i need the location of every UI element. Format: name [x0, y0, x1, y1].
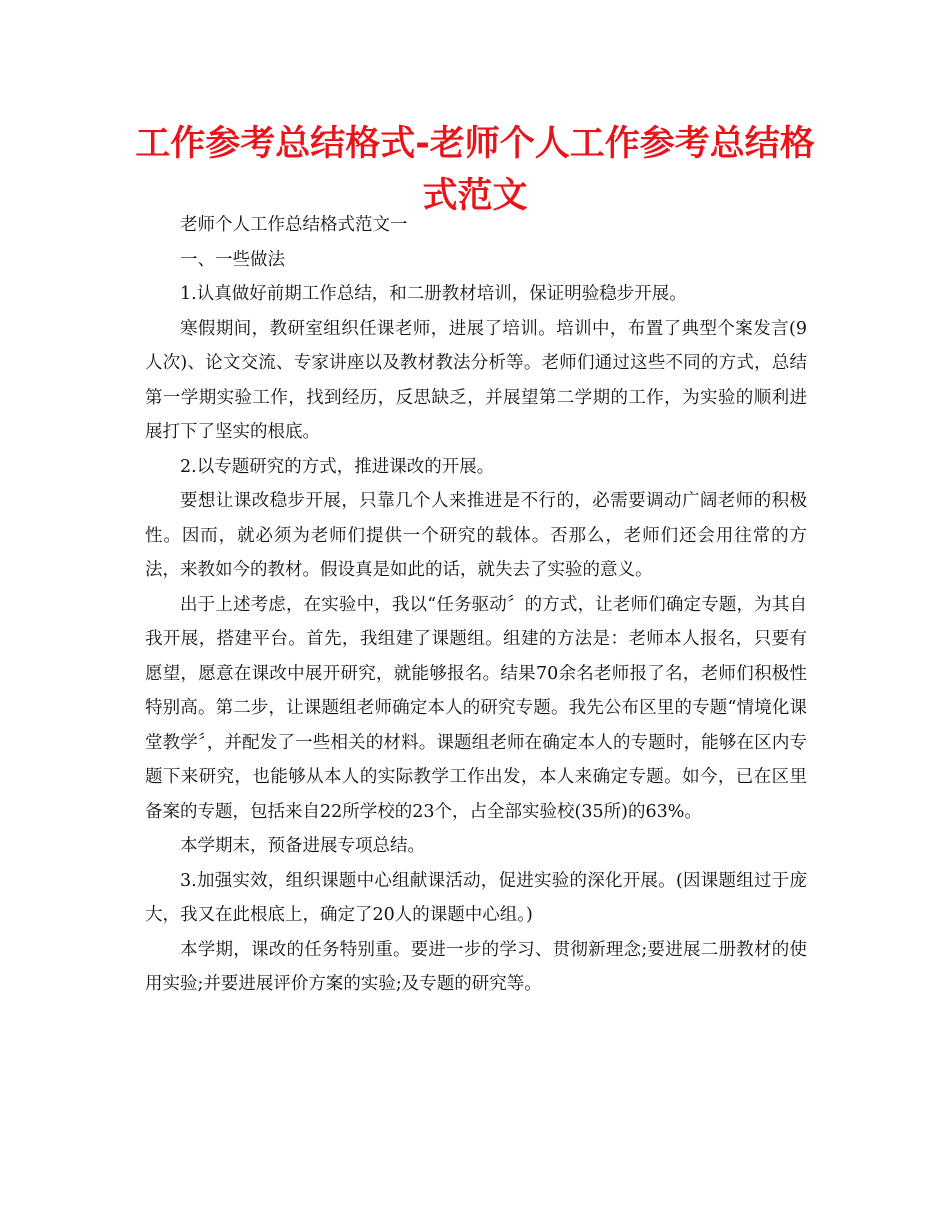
paragraph: 寒假期间，教研室组织任课老师，进展了培训。培训中，布置了典型个案发言(9人次)、论文交流、专家讲座以及教材教法分析等。老师们通过这些不同的方式，总结第一学期实验工作，找到经历，反思缺乏，并展望第二学期的工作，为实验的顺利进展打下了坚实的根底。 [145, 318, 807, 442]
paragraph: 3.加强实效，组织课题中心组献课活动，促进实验的深化开展。(因课题组过于庞大，我又在此根底上，确定了20人的课题中心组。) [145, 870, 807, 925]
document-body [145, 208, 807, 1002]
paragraph: 老师个人工作总结格式范文一 [180, 215, 408, 235]
paragraph: 2.以专题研究的方式，推进课改的开展。 [180, 456, 495, 477]
paragraph: 要想让课改稳步开展，只靠几个人来推进是不行的，必需要调动广阔老师的积极性。因而，就必须为老师们提供一个研究的载体。否那么，老师们还会用往常的方法，来教如今的教材。假设真是如此的话，就失去了实验的意义。 [145, 491, 807, 580]
paragraph: 本学期，课改的任务特别重。要进一步的学习、贯彻新理念;要进展二册教材的使用实验;并要进展评价方案的实验;及专题的研究等。 [145, 939, 807, 994]
paragraph: 1.认真做好前期工作总结，和二册教材培训，保证明验稳步开展。 [180, 284, 687, 304]
section-heading: 一、一些做法 [180, 249, 285, 270]
paragraph: 出于上述考虑，在实验中，我以“任务驱动〞的方式，让老师们确定专题，为其自我开展，搭建平台。首先，我组建了课题组。组建的方法是：老师本人报名，只要有愿望，愿意在课改中展开研究，就能够报名。结果70余名老师报了名，老师们积极性特别高。第二步，让课题组老师确定本人的研究专题。我先公布区里的专题“情境化课堂教学〞，并配发了一些相关的材料。课题组老师在确定本人的专题时，能够在区内专题下来研究，也能够从本人的实际教学工作出发，本人来确定专题。如今，已在区里备案的专题，包括来自22所学校的23个，占全部实验校(35所)的63%。 [145, 594, 807, 822]
page-title: 工作参考总结格式-老师个人工作参考总结格式范文 [135, 124, 815, 216]
paragraph: 本学期末，预备进展专项总结。 [180, 836, 425, 856]
